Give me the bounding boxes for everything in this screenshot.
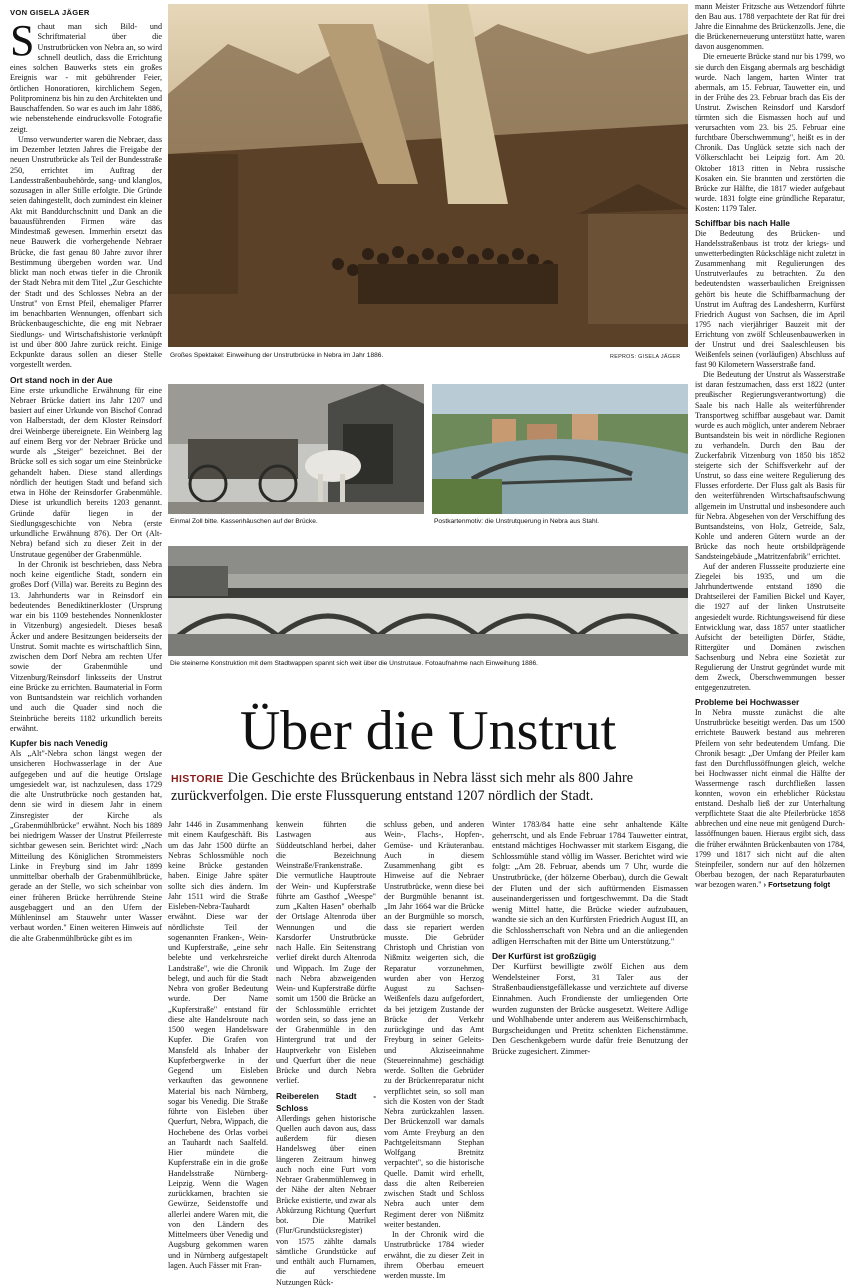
photo-credit: REPROS: GISELA JÄGER bbox=[610, 354, 681, 360]
paragraph: Die Bedeutung des Brücken- und Handelsstraßenbaus ist trotz der kriegs- und unwetterbedingten Rückschläge nicht zuletzt in Zusammenhang mit Regulierungen des Unstrutverlaufes zu betrachten. Zu den bedeutendsten wasserbaulichen Ereignissen gehört bis heute die Schiffbarmachung der Unstrut im Auftrag des Landesherrn, Kurfürst Friedrich August von Sachsen, die im April 1795 nach vierjähriger Bauzeit mit der Errichtung von zwölf Schleusenbauwerken in der Unstrut und drei Saaleschleusen bis Weißenfels seinen (vorläufigen) Abschluss auf fast 90 Kilometern Wasserstraße fand. bbox=[695, 228, 845, 370]
paragraph: Umso verwunderter waren die Nebraer, dass im Dezember letzten Jahres die Freigabe der neuen Unstrutbrücke als Teil der Bundesstraße 250, errichtet im Auftrag der Landesstraßenbaubehörde, sang- und klanglos, sozusagen in aller Stille erfolgte. Die Gründe seien dahingestellt, doch zumindest ein kleiner Akt mit Banddurchschnitt und Dank an die bauausführenden Firmen wäre das Mindestmaß gewesen. Immerhin ersetzt das neue Bauwerk die vorhergehende Nebraer Brücke, die fast genau 80 Jahre zuvor ihrer Bestimmung übergeben worden war. Und blickt man noch etwas tiefer in die Chronik der Stadt Nebra mit dem Titel „Zur Geschichte der Stadt und des Schlosses Nebra an der Unstrut" von Ernst Pfeil, ehemaliger Pfarrer im benachbarten Wennungen, offenbart sich Brückenbaugeschichte, die eng mit Nebraer Siedlungs- und Wirtschaftshistorie verknüpft ist und über 800 Jahre zurück reicht. Einige Eckpunkte daraus sollen an dieser Stelle vorgestellt werden. bbox=[10, 134, 162, 370]
paragraph: Winter 1783/84 hatte eine sehr anhaltende Kälte geherrscht, und als Ende Februar 1784 Tauwetter eintrat, entstand mächtiges Hochwasser mit starkem Eisgang, die Schlossmühle stand völlig im Wasser. Berichtet wird wie folgt: „Am 28. Februar, abends um 7 Uhr, wurde die Unstrutbrücke, (der hölzerne Oberbau), durch die Gewalt der Fluten und der sich auftürmenden Eismassen auseinandergerissen und fortgeschwemmt. Da die Stadt wenig Mittel hatte, die Brücke wieder aufzubauen, wandte sie sich an den Kurfürsten Friedrich August III, an die Schlossherrschaft von Nebra und an die anliegenden adligen Herrschaften mit der Bitte um Unterstützung." bbox=[492, 820, 688, 946]
text-column-4 bbox=[384, 820, 484, 1280]
subheading: Schiffbar bis nach Halle bbox=[695, 217, 790, 228]
text-column-6 bbox=[695, 2, 845, 1198]
paragraph: Die Bedeutung der Unstrut als Wasserstraße ist daran festzumachen, dass erst 1822 (unter preußischer Regierungsverantwortung) die Saale bis nach Halle als weiterführender Transportweg schiffbar ausgebaut war. Damit wurde es auch möglich, unter anderem Nebraer Buntsandstein bis weit in nördliche Regionen zu verhandeln. Durch den Bau der Zuckerfabrik Vitzenburg von 1850 bis 1852 steigerte sich der Schiffsverkehr auf der Unstrut, so dass eine weitere Regulierung des Flusses erforderte. Der Fluss galt als Basis für den weiterführenden Wirtschaftsaufschwung allgemein im Unstruttal und insbesondere auch für Nebra. Abgesehen von der Verschiffung des Buntsandsteins, von Holz, Getreide, Salz, Kohle und anderen Gütern wurde an der Brücke das noch heute ortsbildprägende Sandsteingebäude „Matritzenfabrik" errichtet. bbox=[695, 370, 845, 561]
paragraph: Auf der anderen Flussseite produzierte eine Ziegelei bis 1935, und um die Jahrhundertwende entstand 1890 die Drahtseilerei der Familien Bickel und Kayer, die 1927 auf der linken Unstrutseite angesiedelt wurde. Richtungsweisend für diese Entwicklung war, dass 1857 unter staatlicher Aufsicht der beteiligten Dörfer, Städte, Rittergüter und Domänen zwischen Sachsenburg und Nebra eine Sozietät zur Regulierung der Unstrut gegründet wurde mit dem Zweck, Überschwemmungen besser entgegenzutreten. bbox=[695, 562, 845, 693]
photo-caption: Die steinerne Konstruktion mit dem Stadtwappen spannt sich weit über die Unstrutaue. Fotoaufnahme nach Einweihung 1886. bbox=[170, 660, 539, 667]
subheading: Probleme bei Hochwasser bbox=[695, 697, 800, 708]
kicker-label: HISTORIE bbox=[171, 773, 224, 785]
text-column-5 bbox=[492, 820, 688, 1198]
photo-inauguration-image bbox=[168, 4, 688, 347]
continued-marker: › Fortsetzung folgt bbox=[763, 879, 831, 889]
paragraph: Die erneuerte Brücke stand nur bis 1799, wo sie durch den Eisgang abermals arg beschädigt wurde. Nach langem, harten Winter trat abermals, am 15. Februar, Tauwetter ein, und in der Frühe des 23. Februar brach das Eis der Unstrut. Zwischen Reinsdorf und Karsdorf türmten sich die Eismassen hoch auf und verursachten vom 23. bis 25. Februar eine furchtbare Überschwemmung", heißt es in der Chronik. Das Unglück setzte sich nach der Völkerschlacht bei Leipzig fort. Am 20. Oktober 1813 ritten in Nebra russische Kosaken ein. Sie brannten und zerstörten die Brücke zur Hälfte, die 1817 wieder aufgebaut wurde. 1831 folgte eine gründliche Reparatur, Kosten: 1179 Taler. bbox=[695, 52, 845, 213]
byline: VON GISELA JÄGER bbox=[10, 8, 90, 17]
photo-stone-bridge bbox=[168, 546, 688, 656]
subheading: Kupfer bis nach Venedig bbox=[10, 738, 108, 748]
photo-stone-bridge-image bbox=[168, 546, 688, 656]
deck-text: Die Geschichte des Brückenbaus in Nebra lässt sich mehr als 800 Jahre zurückverfolgen. Die erste Flussquerung entstand 1207 nördlich der Stadt. bbox=[171, 770, 634, 804]
photo-postcard-bridge bbox=[432, 384, 688, 514]
paragraph: kenwein führten die Lastwagen aus Süddeutschland herbei, daher die Bezeichnung Weinstraße/Frankenstraße. Die vermutliche Hauptroute der Wein- und Kupferstraße führte am Gasthof „Weespe" zum „Kalten Hasen" oberhalb der Ortslage Altenroda über Wennungen und die Karsdorfer Unstrutbrücke nach Halle. Ein Seitenstrang verlief direkt durch Altenroda und Wippach. Im Zuge der nach Nebra abzweigenden Wein- und Kupferstraße dürfte somit um 1500 die Brücke an der Schlossmühle errichtet worden sein, so dass jene an der Grabenmühle in den Hintergrund trat und der Hauptverkehr von Eisleben und Querfurt über die neue Brücke und durch Nebra verlief. bbox=[276, 820, 376, 1086]
deck bbox=[171, 770, 681, 805]
photo-caption: Einmal Zoll bitte. Kassenhäuschen auf der Brücke. bbox=[170, 518, 318, 525]
drop-cap: S bbox=[10, 16, 35, 65]
subheading: Ort stand noch in der Aue bbox=[10, 374, 113, 385]
paragraph: mann Meister Fritzsche aus Wetzendorf führte den Bau aus. 1788 verpachtete der Rat für drei Jahre die Einnahme des Brückenzolls. Jene, die die Brückenerneuerung unterstützt hatte, waren davon ausgenommen. bbox=[695, 2, 845, 52]
text-column-2 bbox=[168, 820, 268, 1270]
subheading: Der Kurfürst ist großzügig bbox=[492, 951, 597, 962]
headline: Über die Unstrut bbox=[239, 700, 617, 762]
paragraph: In der Chronik ist beschrieben, dass Nebra noch keine eigentliche Stadt, sondern ein großes Dorf (Villa) war. Bereits zu Beginn des 13. Jahrhunderts war in Reinsdorf ein bedeutendes Benediktinerkloster (Ursprung war ein bis 1109 bestehendes Nonnenkloster in Vitzenburg) angesiedelt. Dieses besaß Äcker und andere Besitzungen beiderseits der Unstrut. Somit machte es wirtschaftlich Sinn, zwischen dem Dorf Nebra am rechten Ufer sowie der Grabenmühle und Vitzenburg/Reinsdorf linksseits der Unstrut eine Brücke zu errichten. Baumaterial in Form von Buntsandstein war reichlich vorhanden und auch die Quader sind noch die Steinbrüche bereits 1182 urkundlich bereits erwähnt. bbox=[10, 559, 162, 733]
subheading: Reiberelen Stadt - Schloss bbox=[276, 1090, 376, 1113]
paragraph: In Nebra musste zunächst die alte Unstrutbrücke beseitigt werden. Das um 1500 errichtete Bauwerk bestand aus mehreren Pfeilern von sehr bedeutendem Umfang. Die Chronik besagt: „Der Umfang der Pfeiler kam fast den Durchflussöffnungen gleich, welche bei Hochwasser nicht einmal die Hälfte der Wassermenge rasch durchfließen lassen konnten, wovon ein erheblicher Rückstau entstand. Deshalb ließ der zur Unterhaltung verpflichtete Staat die alte Pfeilerbrücke 1858 abbrechen und eine neue mit genügend Durch-lassöffnungen bauen. Hieraus ergibt sich, dass die früher erwähnten Brückenbauten von 1784, 1799 und 1817 sich nicht auf die alten Steinpfeiler, sondern nur auf den hölzernen Oberbau bezogen, der nach Reparaturbauten war bezogen waren." › Fortsetzung folgt bbox=[695, 708, 845, 889]
paragraph: Allerdings gehen historische Quellen auch davon aus, dass außerdem für diesen Handelsweg über einen längeren Zeitraum hinweg auch noch eine Furt vom Nebraer Grabenmühlenweg in der Nähe der alten Nebraer Brücke existierte, und zwar als Abkürzung Richtung Querfurt bot. Die Matrikel (Flur/Grundstücksregister) von 1575 zählte damals sämtliche Grundstücke auf und enthält auch Flurnamen, die auf verschiedene Nutzungen Rück- bbox=[276, 1113, 377, 1287]
photo-postcard-image bbox=[432, 384, 688, 514]
paragraph: In der Chronik wird die Unstrutbrücke 1784 wieder erwähnt, die zu dieser Zeit in ihrem Oberbau erneuert werden musste. Im bbox=[384, 1230, 484, 1280]
photo-toll-booth-image bbox=[168, 384, 424, 514]
photo-caption: Großes Spektakel: Einweihung der Unstrutbrücke in Nebra im Jahr 1886. bbox=[170, 352, 384, 359]
text-column-1 bbox=[10, 16, 162, 1194]
text-column-3 bbox=[276, 820, 377, 1287]
photo-inauguration-1886 bbox=[168, 4, 688, 347]
paragraph: Eine erste urkundliche Erwähnung für eine Nebraer Brücke datiert ins Jahr 1207 und basiert auf einer Urkunde von Bischof Conrad von Halberstadt, der dem Kloster Reinsdorf drei Weinberge übereignete. Ein Weinberg lag auf einem Berg vor der Nebraer Brücke und wurde als „Steiger" bezeichnet. Bei der Brücke soll es sich sogar um eine Steinbrücke gehandelt haben. Diese stand allerdings nördlich der heutigen Stadt und befand sich etwa in Höhe der Reinsdorfer Grabenmühle. Diese ist urkundlich bereits 1203 genannt. Gründe dafür liegen in der Siedlungsgeschichte von Nebra (erste urkundliche Erwähnung 876). Der Ort (Alt-Nebra) befand sich zu dieser Zeit in der Unstrutaue gegenüber der Grabenmühle. bbox=[10, 385, 162, 559]
paragraph: Der Kurfürst bewilligte zwölf Eichen aus dem Wendelsteiner Forst, 31 Taler aus der Straßenbaudienstgefällekasse und verzichtete auf diverse Einnahmen. Auch Frondienste der umliegenden Orte wurden zugunsten der Brücke ausgesetzt. Weitere Adlige und Wohlhabende unter anderem aus Weißenschirmbach, Burgscheidungen und Pretitz schenkten Eichenstämme. Den Geschenkgebern wurde dafür freie Benutzung der Brücke zugesichert. Zimmer- bbox=[492, 962, 688, 1056]
photo-caption: Postkartenmotiv: die Unstrutquerung in Nebra aus Stahl. bbox=[434, 518, 599, 525]
paragraph: Schaut man sich Bild- und Schriftmaterial über die Unstrutbrücken von Nebra an, so wird schnell deutlich, dass die Errichtung eines solchen Bauwerks stets ein großes Ereignis war - mit gebührender Feier, örtlichen Honoratioren, kirchlichem Segen, Politprominenz bis hin zu den Architekten und Bauschaffenden. So war es auch im Jahr 1886, wie nebenstehende eindrucksvolle Fotografie zeigt. bbox=[10, 16, 162, 134]
paragraph: Jahr 1446 in Zusammenhang mit einem Kaufgeschäft. Bis um das Jahr 1500 dürfte an Nebras Schlossmühle noch keine Brücke gestanden haben. Einige Jahre später sollte sich dies ändern. Im Jahr 1511 wird die Straße Eisleben-Nebra-Tauhardt erwähnt. Diese war der nördlichste Teil der sogenannten Franken-, Wein- und Kupferstraße, „eine sehr belebte und verkehrsreiche Landstraße", wie die Chronik belegt, und auch für die Stadt Nebra von großer Bedeutung wurde. Der Name „Kupferstraße" entstand für diese alte Handelsroute nach 1500 wegen Handelsware Kupfer. Die Grafen von Mansfeld als Inhaber der Kupferbergwerke in der Gegend um Eisleben verkauften das gewonnene Material bis nach Nürnberg, sogar bis Venedig. Die Straße führte von Eisleben über Querfurt, Nebra, Wippach, die Hochebene des Orlas vorbei an Tauhardt nach Saalfeld. Hier mündete die Kupferstraße ein in die große Handelsstraße Nürnberg-Leipzig. Wenn die Wagen zurückkamen, brachten sie Gewürze, Seidenstoffe und allerlei andere Waren mit, die von den Ländern des Mittelmeers über Venedig und Augsburg gekommen waren und in Nürnberg aufgestapelt lagen. Auch Fässer mit Fran- bbox=[168, 820, 268, 1270]
paragraph: Als „Alt"-Nebra schon längst wegen der unsicheren Hochwasserlage in der Aue aufgegeben und auf die heutige Ortslage umgesiedelt war, ist nachzulesen, dass 1729 die alte Unstrutbrücke noch gestanden hat, denn sie wird in diesem Jahr in einem Zinsregister der Kirche als „Grabenmühlbrücke" erwähnt. Noch bis 1889 bei niedrigem Wasser der Unstrut Pfeilerreste sichtbar gewesen sein. Berichtet wird: „Nach Mitteilung des Königlichen Strommeisters Linke in Freyburg sind im Jahr 1899 unmittelbar oberhalb der Grabenmühlbrücke, gerade an der Stelle, wo sich scheinbar von einer früheren Brücke herrührende Steine ausgebaggert und an den Ufern der Mühleninsel am Stauwehr unter Wasser verbaut worden." Einen weiteren Hinweis auf die alte Grabenmühlbrücke gibt es im bbox=[10, 749, 162, 943]
photo-toll-booth bbox=[168, 384, 424, 514]
paragraph: schluss geben, und anderen Wein-, Flachs-, Hopfen-, Gemüse- und Kräuteranbau. Auch in diesem Zusammenhang gibt es Hinweise auf die Nebraer Unstrutbrücke, wenn diese bei der Burgmühle benannt ist. „Im Jahr 1664 war die Brücke an der Burgmühle so morsch, dass sie repariert werden musste. Die Gebrüder Christoph und Christian von Nißmitz weigerten sich, die Reparatur vorzunehmen, wurden aber von Herzog August zu Sachsen-Weißenfels dazu aufgefordert, da bei jetzigem Zustande der Brücke der Verkehr zurückginge und das Amt Freyburg in seiner Geleits- und Akziseeinnahme (Steuereinnahme) geschädigt werde. Sollten die Gebrüder zu der Brückenreparatur nicht verpflichtet sein, so soll man sich die Kosten von der Stadt Nebra zurückzahlen lassen. Der Brückenzoll war damals vom Amte Freyburg an den Pachtgeleitsmann Stephan Wolfgang Bretnitz verpachtet", so die historische Quelle. Damit wird erhellt, dass die alten Reibereien zwischen Stadt und Schloss Nebra auch unter dem Regiment derer von Nißmitz weiter bestanden. bbox=[384, 820, 484, 1229]
